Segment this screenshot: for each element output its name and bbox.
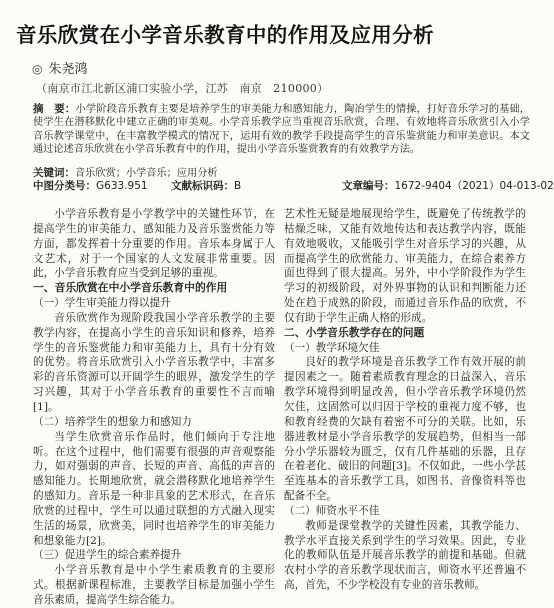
subsection-heading: （二）师资水平不佳 [284, 504, 380, 517]
keywords-text: 音乐欣赏；小学音乐；应用分析 [75, 168, 218, 179]
body-paragraph: 当学生欣赏音乐作品时，他们倾向于专注地听。在这个过程中，他们需要有很强的声音观察能力，如对强弱的声音、长短的声音、高低的声音的感知能力。长期地欣赏，就会潜移默化地培养学生的感知力。音乐是一种非具象的艺术形式，在音乐欣赏的过程中，学生可以通过联想的方式融入现实生活的场景，欣赏美，同时也培养学生的审美能力和想象能力[2]。 [33, 430, 275, 547]
subsection-heading: （一）学生审美能力得以提升 [33, 297, 171, 310]
body-paragraph: 艺术性无疑是地展现给学生，既避免了传统教学的枯燥乏味，又能有效地传达和表达教学内容，既能有效地吸收，又能吸引学生对音乐学习的兴趣，从而提高学生的欣赏能力、审美能力，在综合素养方面也得到了很大提高。另外，中小学阶段作为学生学习的初级阶段，对外界事物的认识和判断能力还处在趋于成熟的阶段，而通过音乐作品的欣赏，不仅有助于学生正确人格的形成。 [284, 208, 526, 324]
article-title: 音乐欣赏在小学音乐教育中的作用及应用分析 [16, 23, 434, 47]
body-paragraph: 音乐欣赏作为现阶段我国小学音乐教学的主要教学内容，在提高小学生的音乐知识和修养，培养学生的音乐鉴赏能力和审美能力上，具有十分有效的优势。将音乐欣赏引入小学音乐教学中，丰富多彩的音乐资源可以开阔学生的眼界，激发学生的学习兴趣，其对于小学音乐教育的重要性不言而喻[1]。 [33, 311, 275, 413]
author-affiliation: （南京市江北新区浦口实验小学，江苏 南京 210000） [36, 82, 329, 95]
article-no-value: 1672-9404（2021）04-013-02 [394, 180, 554, 192]
body-paragraph: 小学音乐教育是小学教学中的关键性环节，在提高学生的审美能力、感知能力及音乐鉴赏能力等方面，都发挥着十分重要的作用。音乐本身属于人文艺术，对于一个国家的人文发展非常重要。因此，小学音乐教育应当受到足够的重视。 [33, 208, 275, 280]
abstract-text: 小学阶段音乐教育主要是培养学生的审美能力和感知能力，陶冶学生的情操，打好音乐学习的基础，使学生在潜移默化中建立正确的审美观。小学音乐教学应当重视音乐欣赏，合理、有效地将音乐欣赏引入小学音乐教学课堂中，在丰富教学模式的情况下，运用有效的教学手段提高学生的音乐鉴赏能力和审美意识。本文通过论述音乐欣赏在小学音乐教育中的作用，提出小学音乐鉴赏教育的有效教学方法。 [33, 104, 530, 156]
body-paragraph: 小学音乐教育是中小学生素质教育的主要形式。根据新课程标准，主要教学目标是加强小学生音乐素质，提高学生综合能力。 [33, 564, 275, 606]
doc-code-label: 文献标识码： [171, 180, 234, 192]
body-paragraph: 教师是课堂教学的关键性因素，其教学能力、教学水平直接关系到学生的学习效果。因此，专业化的教师队伍是开展音乐教学的前提和基础。但就农村小学的音乐教学现状而言，师资水平还普遍不高，首先，不少学校没有专业的音乐教师。 [284, 519, 526, 592]
clc-number [33, 178, 148, 193]
author-mark-icon: ◎ [32, 62, 43, 76]
abstract [33, 103, 530, 157]
subsection-heading: （三）促进学生的综合素养提升 [33, 549, 182, 562]
article-number [342, 178, 554, 193]
doc-code-value: B [234, 180, 242, 192]
document-code [171, 178, 241, 193]
section-heading: 一、音乐欣赏在中小学音乐教育中的作用 [33, 281, 228, 295]
section-heading: 二、小学音乐教学存在的问题 [284, 325, 425, 339]
subsection-heading: （一）教学环境欠佳 [284, 341, 380, 354]
author-name: 朱尧鸿 [48, 62, 88, 77]
clc-value: G633.951 [96, 180, 148, 192]
body-paragraph: 良好的教学环境是音乐教学工作有效开展的前提因素之一。随着素质教育理念的日益深入，音乐教学环境得到明显改善，但小学音乐教学环境仍然欠佳，这固然可以归因于学校的重视力度不够，也和教育经费的欠缺有着密不可分的关联。比如，乐器进教材是小学音乐教学的发展趋势，但相当一部分小学乐器较为匮乏，仅有几件基础的乐器，且存在着老化、破旧的问题[3]。不仅如此，一些小学甚至连基本的音乐教学工具，如图书、音像资料等也配备不全。 [284, 356, 526, 503]
abstract-label: 摘 要： [33, 103, 76, 115]
body-column-right [284, 207, 526, 593]
author-line [32, 58, 88, 77]
subsection-heading: （二）培养学生的想象力和感知力 [33, 415, 192, 428]
body-column-left [33, 207, 275, 608]
keywords-label: 关键词： [33, 167, 75, 179]
clc-label: 中图分类号： [33, 180, 96, 192]
article-no-label: 文章编号： [342, 180, 395, 192]
